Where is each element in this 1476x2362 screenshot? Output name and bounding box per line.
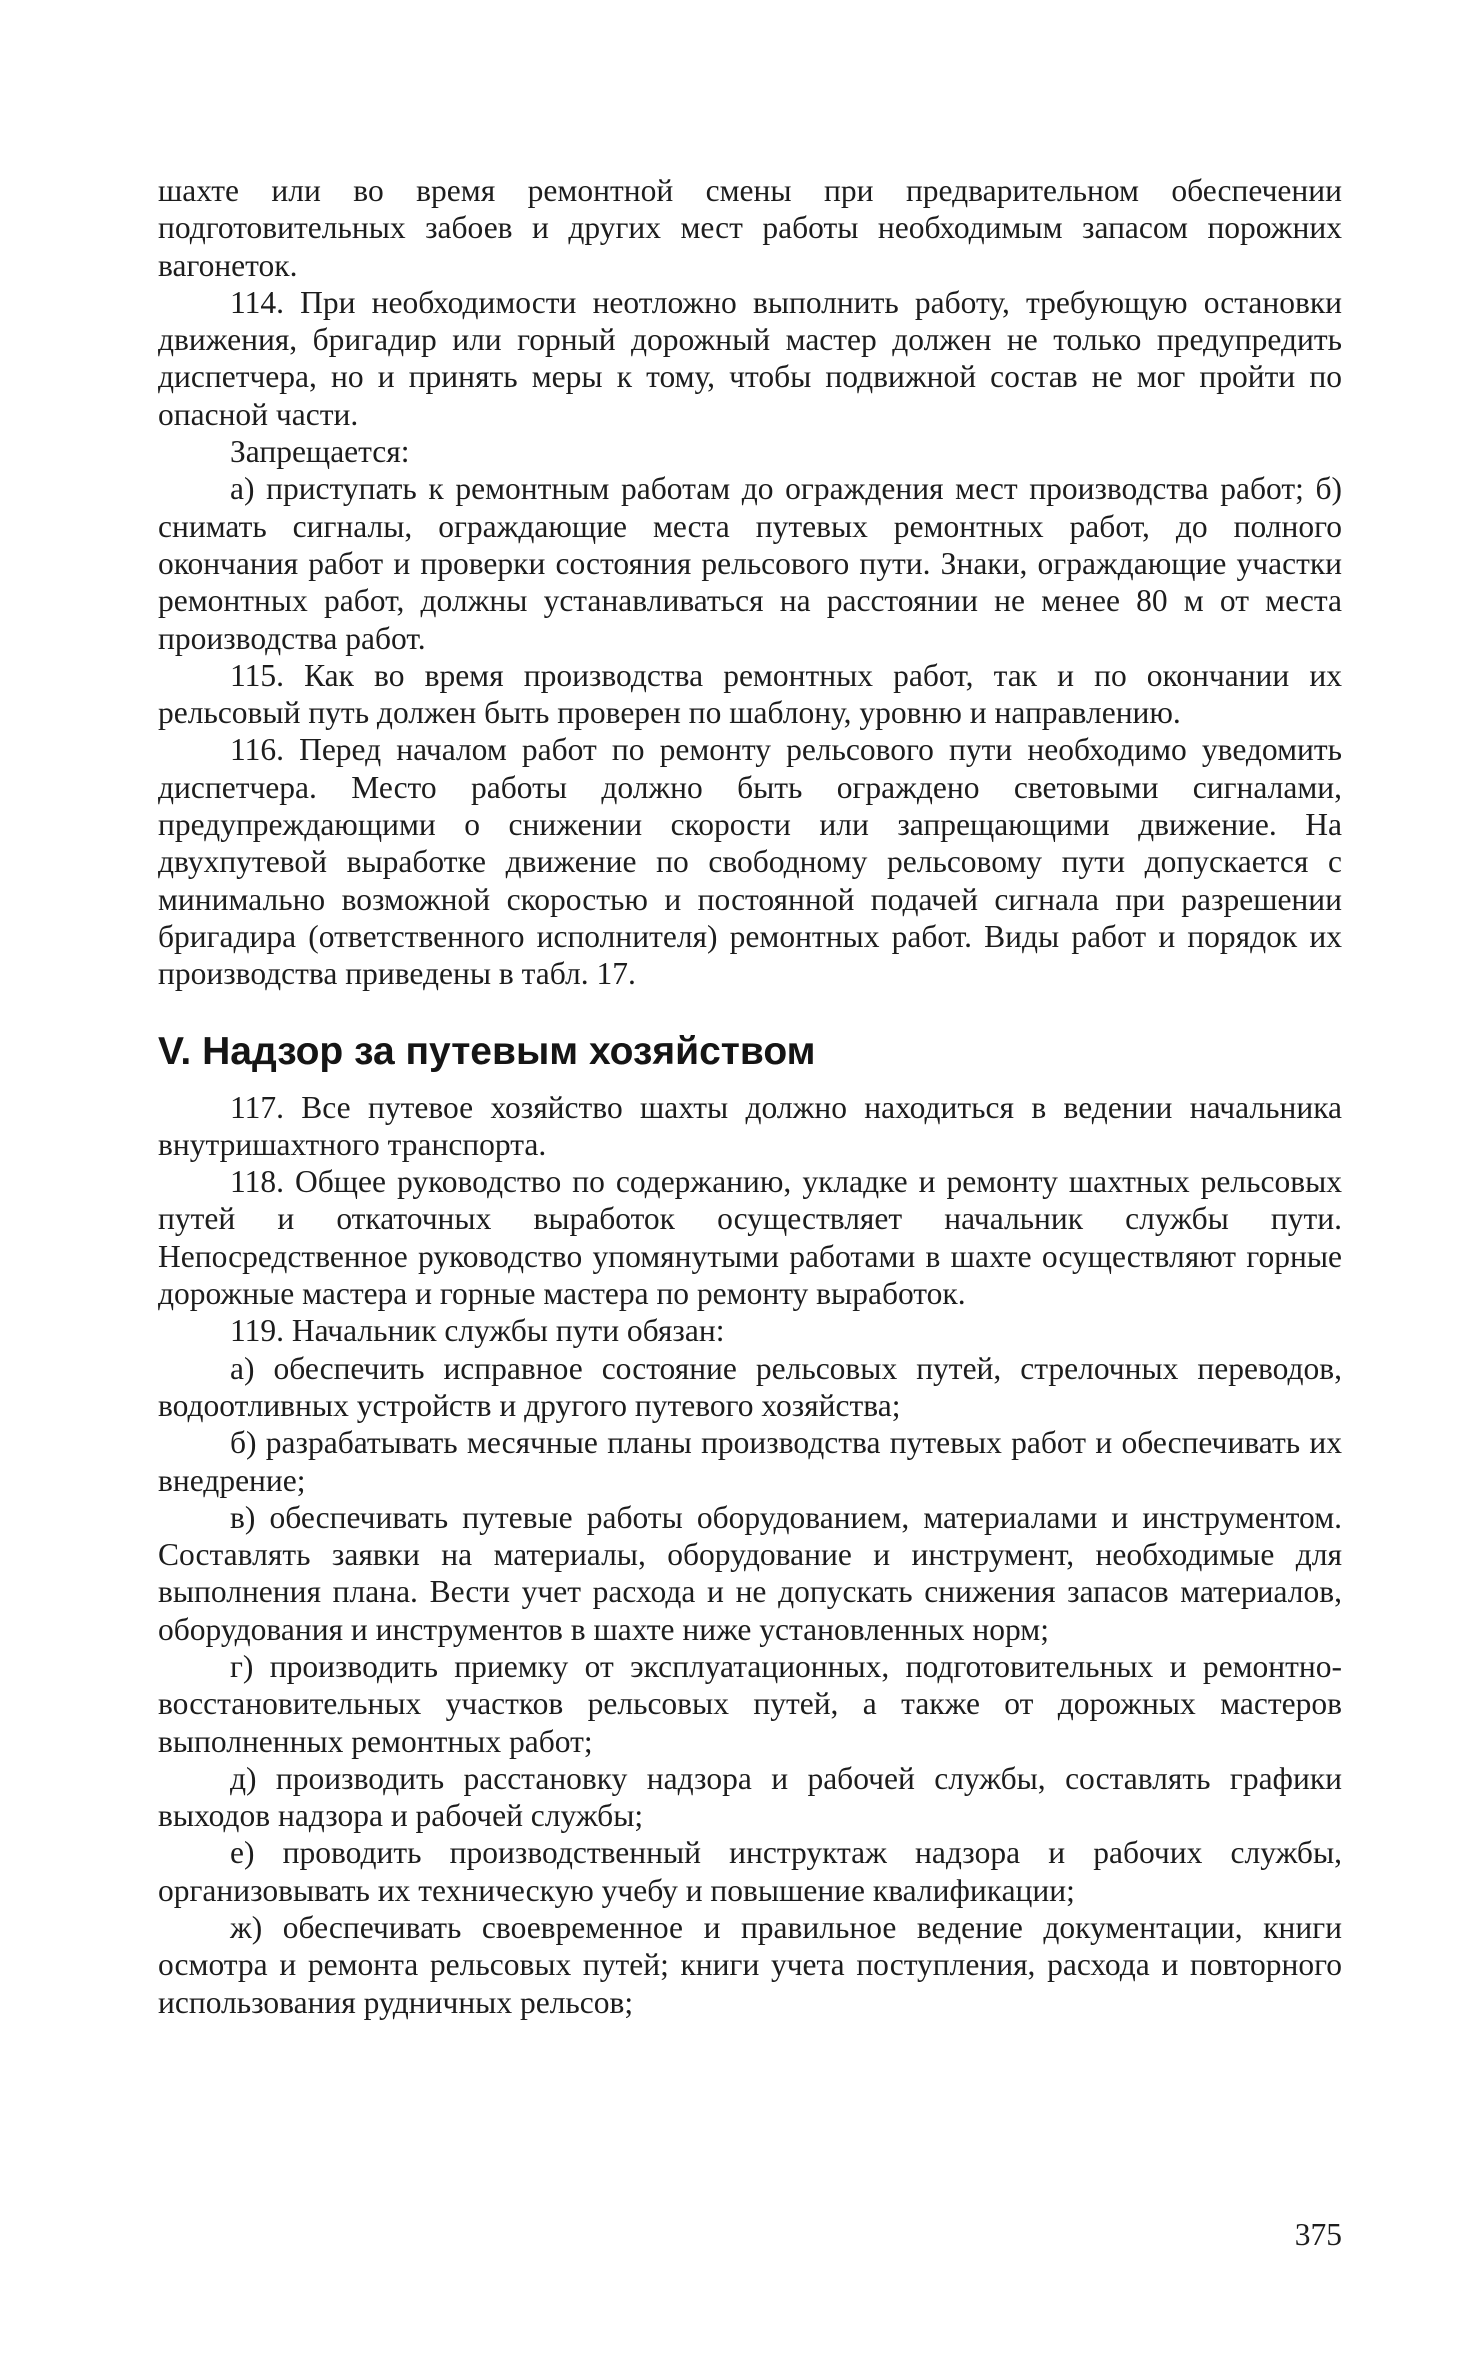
duty-item-b: б) разрабатывать месячные планы производства путевых работ и обеспечивать их внедрение; <box>158 1425 1342 1498</box>
paragraph-continuation: шахте или во время ремонтной смены при предварительном обеспечении подготовительных забоев и других мест работы необходимым запасом порожних вагонеток. <box>158 173 1342 283</box>
duty-item-e: е) проводить производственный инструктаж надзора и рабочих службы, организовывать их техническую учебу и повышение квалификации; <box>158 1835 1342 1908</box>
forbidden-label: Запрещается: <box>230 434 410 470</box>
paragraph-117: 117. Все путевое хозяйство шахты должно находиться в ведении начальника внутришахтного транспорта. <box>158 1089 1342 1162</box>
duty-item-g: г) производить приемку от эксплуатационных, подготовительных и ремонтно-восстановительных участков рельсовых путей, а также от дорожных мастеров выполненных ремонтных работ; <box>158 1648 1342 1759</box>
section-heading: V. Надзор за путевым хозяйством <box>158 1029 816 1073</box>
duty-item-d: д) производить расстановку надзора и рабочей службы, составлять графики выходов надзора и рабочей службы; <box>158 1760 1342 1834</box>
paragraph-116: 116. Перед началом работ по ремонту рельсового пути необходимо уведомить диспетчера. Место работы должно быть ограждено световыми сигналами, предупреждающими о снижении скорости или запрещающими движение. На двухпутевой выработке движение по свободному рельсовому пути допускается с минимально возможной скоростью и постоянной подачей сигнала при разрешении бригадира (ответственного исполнителя) ремонтных работ. Виды работ и порядок их производства приведены в табл. 17. <box>158 732 1342 992</box>
forbidden-item-a: а) приступать к ремонтным работам до ограждения мест производства работ; б) снимать сигналы, ограждающие места путевых ремонтных работ, до полного окончания работ и проверки состояния рельсового пути. Знаки, ограждающие участки ремонтных работ, должны устанавливаться на расстоянии не менее 80 м от места производства работ. <box>158 471 1342 656</box>
duty-item-v: в) обеспечивать путевые работы оборудованием, материалами и инструментом. Составлять заявки на материалы, оборудование и инструмент, необходимые для выполнения плана. Вести учет расхода и не допускать снижения запасов материалов, оборудования и инструментов в шахте ниже установленных норм; <box>158 1499 1342 1647</box>
duty-item-a: а) обеспечить исправное состояние рельсовых путей, стрелочных переводов, водоотливных устройств и другого путевого хозяйства; <box>158 1350 1342 1423</box>
duty-item-zh: ж) обеспечивать своевременное и правильное ведение документации, книги осмотра и ремонта рельсовых путей; книги учета поступления, расхода и повторного использования рудничных рельсов; <box>158 1910 1342 2020</box>
paragraph-119: 119. Начальник службы пути обязан: <box>230 1313 725 1349</box>
page-number: 375 <box>1294 2217 1342 2252</box>
document-page <box>158 172 1342 2021</box>
paragraph-114: 114. При необходимости неотложно выполнить работу, требующую остановки движения, бригадир или горный дорожный мастер должен не только предупредить диспетчера, но и принять меры к тому, чтобы подвижной состав не мог пройти по опасной части. <box>158 284 1342 432</box>
paragraph-118: 118. Общее руководство по содержанию, укладке и ремонту шахтных рельсовых путей и откаточных выработок осуществляет начальник службы пути. Непосредственное руководство упомянутыми работами в шахте осуществляют горные дорожные мастера и горные мастера по ремонту выработок. <box>158 1164 1342 1312</box>
paragraph-115: 115. Как во время производства ремонтных работ, так и по окончании их рельсовый путь должен быть проверен по шаблону, уровню и направлению. <box>158 657 1342 731</box>
